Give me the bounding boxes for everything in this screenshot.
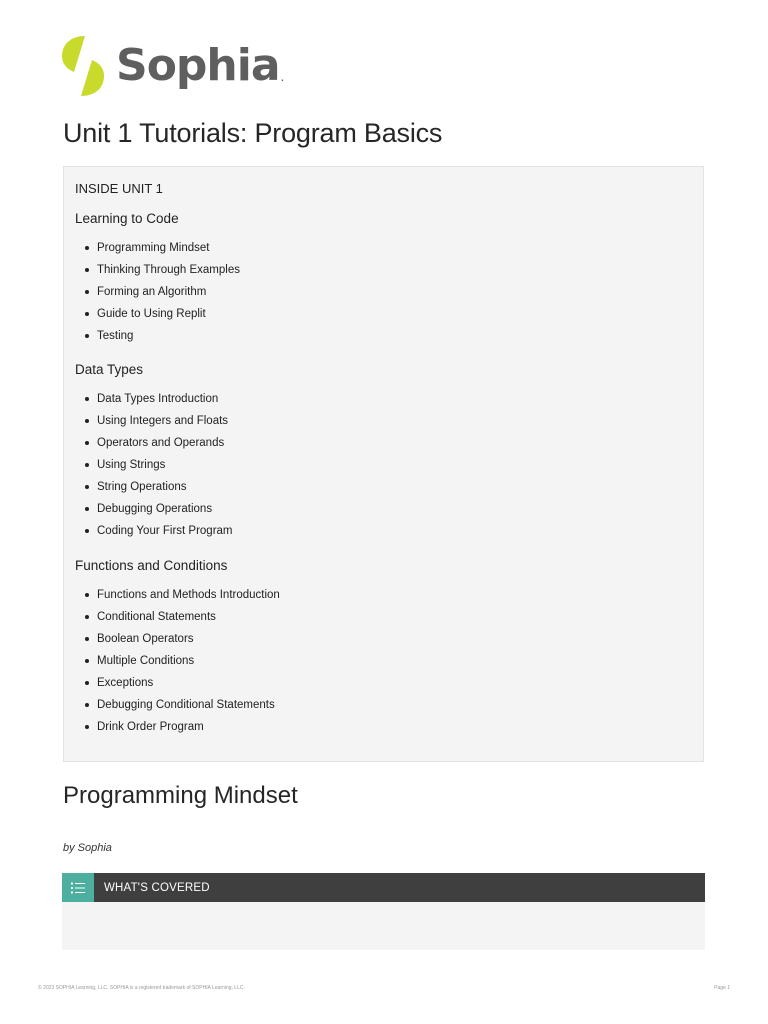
list-item-label: String Operations bbox=[97, 481, 187, 493]
list-item bbox=[75, 478, 233, 500]
unit-contents-box bbox=[63, 166, 704, 762]
section-title-data-types: Data Types bbox=[75, 362, 144, 377]
whats-covered-box bbox=[62, 873, 705, 950]
list-item-label: Guide to Using Replit bbox=[97, 308, 206, 320]
sophia-logo bbox=[62, 34, 284, 98]
list-item-label: Operators and Operands bbox=[97, 437, 225, 449]
bullet-icon bbox=[85, 419, 89, 423]
logo-wordmark: Sophia bbox=[116, 40, 280, 91]
list-item bbox=[75, 586, 280, 608]
bullet-icon bbox=[85, 507, 89, 511]
bullet-icon bbox=[85, 246, 89, 250]
list-item-label: Multiple Conditions bbox=[97, 655, 195, 667]
list-item-label: Using Strings bbox=[97, 459, 166, 471]
list-item-label: Debugging Conditional Statements bbox=[97, 699, 275, 711]
bullet-icon bbox=[85, 268, 89, 272]
lesson-title: Programming Mindset bbox=[63, 782, 298, 809]
bullet-icon bbox=[85, 681, 89, 685]
list-item bbox=[75, 412, 233, 434]
bullet-icon bbox=[85, 312, 89, 316]
data-types-list bbox=[75, 390, 233, 544]
list-item bbox=[75, 522, 233, 544]
bullet-icon bbox=[85, 659, 89, 663]
list-item-label: Programming Mindset bbox=[97, 242, 210, 254]
list-item bbox=[75, 456, 233, 478]
functions-and-conditions-list bbox=[75, 586, 280, 740]
list-item bbox=[75, 305, 240, 327]
whats-covered-header bbox=[62, 873, 705, 902]
list-icon bbox=[62, 873, 94, 902]
bullet-icon bbox=[85, 637, 89, 641]
bullet-icon bbox=[85, 725, 89, 729]
list-item-label: Boolean Operators bbox=[97, 633, 194, 645]
list-item bbox=[75, 500, 233, 522]
inside-unit-label: INSIDE UNIT 1 bbox=[75, 181, 163, 196]
bullet-icon bbox=[85, 290, 89, 294]
section-title-functions-and-conditions: Functions and Conditions bbox=[75, 558, 228, 573]
footer-page-number: Page 1 bbox=[714, 985, 730, 991]
whats-covered-body bbox=[62, 902, 705, 950]
list-icon-glyph bbox=[71, 882, 85, 894]
list-item-label: Conditional Statements bbox=[97, 611, 216, 623]
list-item-label: Using Integers and Floats bbox=[97, 415, 229, 427]
footer-copyright: © 2023 SOPHIA Learning, LLC. SOPHIA is a registered trademark of SOPHIA Learning, LLC. bbox=[38, 985, 245, 991]
bullet-icon bbox=[85, 529, 89, 533]
list-item bbox=[75, 674, 280, 696]
list-item-label: Data Types Introduction bbox=[97, 393, 219, 405]
list-item-label: Drink Order Program bbox=[97, 721, 204, 733]
list-item bbox=[75, 239, 240, 261]
list-item bbox=[75, 652, 280, 674]
list-item-label: Coding Your First Program bbox=[97, 525, 233, 537]
bullet-icon bbox=[85, 397, 89, 401]
list-item-label: Exceptions bbox=[97, 677, 154, 689]
bullet-icon bbox=[85, 485, 89, 489]
bullet-icon bbox=[85, 703, 89, 707]
unit-title: Unit 1 Tutorials: Program Basics bbox=[63, 118, 443, 148]
list-item bbox=[75, 283, 240, 305]
section-title-learning-to-code: Learning to Code bbox=[75, 211, 179, 226]
list-item bbox=[75, 390, 233, 412]
sophia-logo-icon bbox=[62, 36, 104, 96]
list-item bbox=[75, 718, 280, 740]
bullet-icon bbox=[85, 463, 89, 467]
list-item-label: Testing bbox=[97, 330, 134, 342]
list-item bbox=[75, 327, 240, 349]
whats-covered-label: WHAT'S COVERED bbox=[104, 881, 210, 894]
list-item bbox=[75, 608, 280, 630]
list-item-label: Debugging Operations bbox=[97, 503, 213, 515]
logo-dot: . bbox=[280, 68, 285, 84]
list-item-label: Thinking Through Examples bbox=[97, 264, 240, 276]
list-item-label: Forming an Algorithm bbox=[97, 286, 207, 298]
bullet-icon bbox=[85, 615, 89, 619]
bullet-icon bbox=[85, 334, 89, 338]
list-item bbox=[75, 630, 280, 652]
bullet-icon bbox=[85, 593, 89, 597]
learning-to-code-list bbox=[75, 239, 240, 349]
list-item bbox=[75, 434, 233, 456]
list-item bbox=[75, 696, 280, 718]
byline: by Sophia bbox=[63, 842, 112, 854]
bullet-icon bbox=[85, 441, 89, 445]
list-item bbox=[75, 261, 240, 283]
list-item-label: Functions and Methods Introduction bbox=[97, 589, 280, 601]
